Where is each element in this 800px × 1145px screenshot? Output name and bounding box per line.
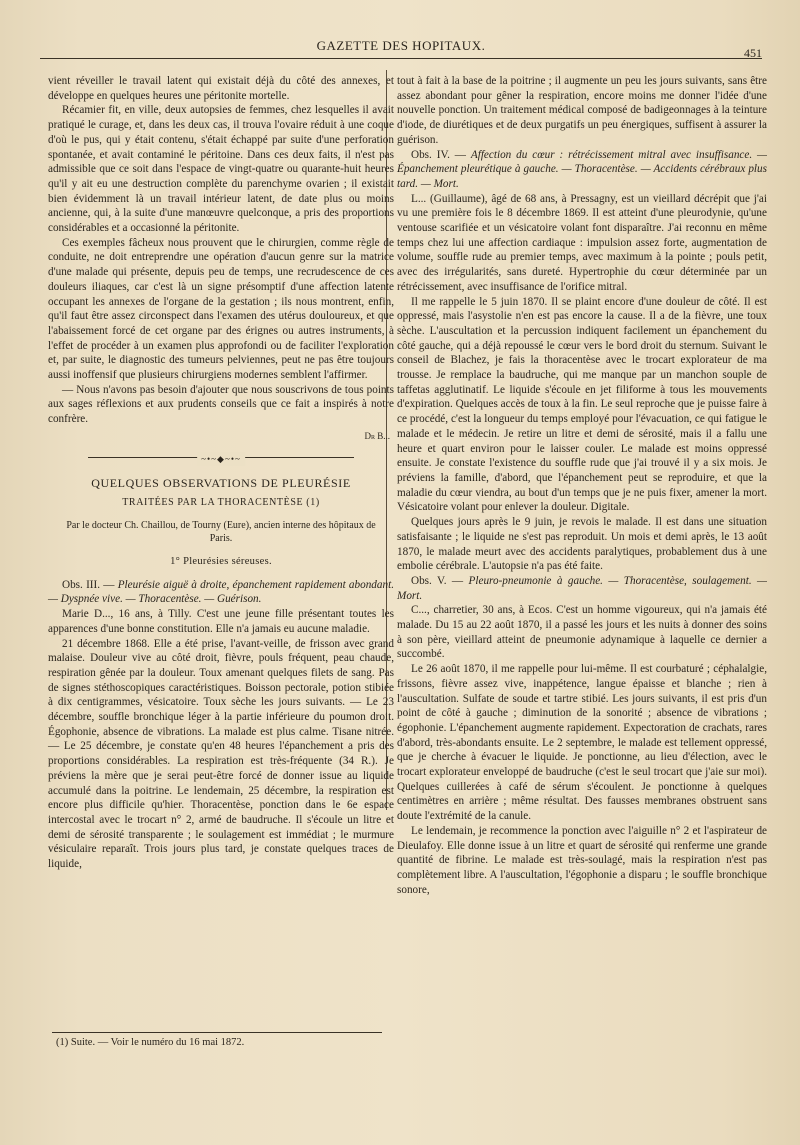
section-heading: 1° Pleurésies séreuses.	[170, 555, 272, 567]
paragraph: — Nous n'avons pas besoin d'ajouter que nous souscrivons de tous points aux sages réflexions et aux prudents conseils que ce fait a inspirés à notre confrère.	[48, 383, 394, 426]
observation-description: Affection du cœur : rétrécissement mitral avec insuffisance. — Épanchement pleurétique à gauche. — Thoracentèse. — Accidents cérébraux plus tard. — Mort.	[397, 148, 768, 190]
paragraph: Ces exemples fâcheux nous prouvent que le chirurgien, comme règle de conduite, ne doit entreprendre une opération d'aucun genre sur la matrice d'une malade qui présente, depuis peu de temps, une recrudescence de ces douleurs iliaques, car c'est là un signe présomptif d'une affection latente occupant les annexes de l'organe de la gestation ; ils nous montrent, enfin, qu'il faut être assez circonspect dans l'examen des utérus douloureux, et que l'abaissement forcé de cet organe par des érignes ou autres instruments, à l'effet de procéder à un examen plus approfondi ou de faciliter l'exploration et, par suite, le diagnostic des tumeurs pelviennes, peut ne pas être toujours aussi inoffensif que plusieurs chirurgiens modernes semblent l'affirmer.	[48, 236, 394, 382]
footnote: (1) Suite. — Voir le numéro du 16 mai 1872.	[56, 1037, 245, 1048]
ornament-glyph: ~•~◆~•~	[197, 452, 245, 467]
paragraph: Marie D..., 16 ans, à Tilly. C'est une jeune fille présentant toutes les apparences d'une bonne constitution. Elle n'a jamais eu aucune maladie.	[48, 608, 394, 635]
paragraph: Quelques jours après le 9 juin, je revois le malade. Il est dans une situation satisfaisante ; le liquide ne s'est pas reproduit. Un mois et demi après, le 13 août 1870, le malade meurt avec des accidents paralytiques, probablement dus à une embolie cérébrale. L'autopsie n'a pas été faite.	[397, 516, 767, 573]
observation-description: Pleuro-pneumonie à gauche. — Thoracentèse, soulagement. — Mort.	[397, 574, 767, 602]
page-margin	[0, 1060, 800, 1145]
observation-title	[48, 578, 394, 607]
paragraph: Le lendemain, je recommence la ponction avec l'aiguille n° 2 et l'aspirateur de Dieulafoy. Elle donne issue à un litre et quart de sérosité qui renferme une grande quantité de fibrine. Le malade est très-soulagé, mais la respiration n'est pas complètement libre. A l'auscultation, l'égophonie a disparu ; le souffle bronchique sonore,	[397, 824, 767, 896]
journal-title: GAZETTE DES HOPITAUX.	[316, 38, 486, 53]
paragraph: C..., charretier, 30 ans, à Ecos. C'est un homme vigoureux, qui n'a jamais été malade. Du 15 au 22 août 1870, il a passé les jours et les nuits à donner des soins à son père, vieillard atteint de pneumonie adynamique à laquelle ce dernier a succombé.	[397, 604, 767, 661]
section-ornament	[88, 454, 354, 462]
running-header	[40, 36, 762, 59]
observation-label: Obs. V. —	[411, 574, 464, 587]
paragraph: Il me rappelle le 5 juin 1870. Il se plaint encore d'une douleur de côté. Il est oppressé, mais l'asystolie n'en est pas encore la cause. Il a de la fièvre, une toux sèche. L'auscultation et la percussion indiquent facilement un épanchement du côté gauche, qui a déjà repoussé le cœur vers le bord droit du sternum. Suivant le conseil de Blachez, je fais la thoracentèse avec le trocart explorateur de ma trousse. Je remplace la baudruche, qui me manque par un manchon souple de taffetas agglutinatif. Le liquide s'écoule en jet filiforme à tous les mouvements d'expiration. Quelques accès de toux à la fin. Le seul reproche que je puisse faire à ce procédé, c'est la longueur du temps employé pour l'évacuation, ce qui fatigue le malade et le médecin. Je retire un litre et demi de sérosité, mais il a fallu une heure et quart environ pour le laisser couler. Le malade est moins oppressé ensuite. Je constate l'existence du souffle rude que j'ai trouvé il y a six mois. Je préviens la famille, d'abord, que l'épanchement peut se reproduire, et que la maladie du cœur viendra, au bout d'un temps que je ne puis fixer, amener la mort. Vésicatoire volant pour enlever la douleur. Digitale.	[397, 295, 767, 514]
observation-description: Pleurésie aiguë à droite, épanchement rapidement abondant. — Dyspnée vive. — Thoracentèse. — Guérison.	[48, 578, 394, 606]
paragraph: tout à fait à la base de la poitrine ; il augmente un peu les jours suivants, sans être assez abondant pour gêner la respiration, encore moins me donner l'idée d'une nouvelle ponction. Un traitement médical composé de badigeonnages à la teinture d'iode, de diurétiques et de deux purgatifs un peu énergiques, suffisent à assurer la guérison.	[397, 75, 767, 146]
paragraph: L... (Guillaume), âgé de 68 ans, à Pressagny, est un vieillard décrépit que j'ai vu une première fois le 8 décembre 1869. Il est atteint d'une pleurodynie, qu'une ventouse scarifiée et un vésicatoire volant font disparaître. J'ai reconnu en même temps chez lui une affection cardiaque : impulsion assez forte, augmentation de volume, souffle rude au premier temps, avec maximum à la pointe ; pouls petit, avec des irrégularités, sans dureté. Hypertrophie du cœur déterminée par un rétrécissement, avec insuffisance de l'orifice mitral.	[397, 192, 767, 293]
paragraph: vient réveiller le travail latent qui existait déjà du côté des annexes, et développe en quelques heures une péritonite mortelle.	[48, 75, 394, 102]
paragraph: Récamier fit, en ville, deux autopsies de femmes, chez lesquelles il avait pratiqué le curage, et, dans les deux cas, il trouva l'ovaire réduit à une coque d'où le pus, qui y était contenu, s'était échappé par suite d'une perforation spontanée, et avait contaminé le péritoine. Dans ces deux faits, il n'est pas admissible que ce soit dans l'espace de vingt-quatre ou quarante-huit heures qu'il y ait eu une destruction complète du parenchyme ovarien ; il existait bien évidemment là un travail intérieur latent, de date plus ou moins ancienne, qui, à la suite d'une manœuvre quelconque, a pris des proportions considérables et a occasionné la péritonite.	[48, 104, 394, 235]
article-title: QUELQUES OBSERVATIONS DE PLEURÉSIE	[91, 475, 351, 490]
observation-label: Obs. III. —	[62, 578, 115, 591]
observation-title	[397, 574, 767, 603]
observation-label: Obs. IV. —	[411, 148, 466, 161]
page-number: 451	[744, 46, 762, 60]
observation-title	[397, 148, 767, 192]
signature: Dr B...	[364, 430, 390, 441]
article-subtitle: TRAITÉES PAR LA THORACENTÈSE (1)	[122, 497, 320, 509]
right-column	[397, 74, 767, 897]
footnote-rule	[52, 1032, 382, 1033]
left-column	[48, 74, 394, 872]
paragraph: Le 26 août 1870, il me rappelle pour lui-même. Il est courbaturé ; céphalalgie, frissons, fièvre assez vive, inappétence, langue épaisse et blanche ; rien à l'auscultation. Sulfate de soude et tartre stibié. Les jours suivants, il est pris d'un point de côté à gauche ; diminution de la sonorité ; absence de vibrations ; égophonie. L'épanchement augmente rapidement. Expectoration de crachats, rares d'abord, très-abondants ensuite. Le 2 septembre, le malade est tellement oppressé, que je cherche à évacuer le liquide. Je ponctionne, au lieu d'élection, avec le trocart explorateur enveloppé de baudruche (c'est le seul trocart que j'aie sur moi). Quelques cuillerées à café de sérum s'écoulent. Je ponctionne à quelques centimètres en arrière ; même résultat. Des fausses membranes obstruent sans doute l'extrémité de la canule.	[397, 663, 767, 823]
author-line: Par le docteur Ch. Chaillou, de Tourny (Eure), ancien interne des hôpitaux de Paris.	[66, 519, 376, 544]
paragraph: 21 décembre 1868. Elle a été prise, l'avant-veille, de frisson avec grand malaise. Douleur vive au côté droit, fièvre, pouls fréquent, peau chaude, respiration gênée par la douleur. Toux amenant quelques filets de sang. Pas de signes stéthoscopiques caractéristiques. Boisson pectorale, potion stibiée à dix centigrammes, vésicatoire. Toux sèche les jours suivants. — Le 23 décembre, souffle bronchique léger à la partie inférieure du poumon droit. Égophonie, absence de vibrations. La malade est plus calme. Tisane nitrée. — Le 25 décembre, je constate qu'en 48 heures l'épanchement a pris des proportions considérables. La respiration est très-fréquente (34 R.). Je préviens la mère que je serai peut-être forcé de donner issue au liquide accumulé dans la poitrine. Le lendemain, 25 décembre, la respiration est encore plus difficile qu'hier. Thoracentèse, ponction dans le 6e espace intercostal avec le trocart n° 2, armé de baudruche. Il s'écoule un litre et demi de sérosité transparente ; le soulagement est immédiat ; le murmure vésiculaire reparaît. Trois jours plus tard, je constate quelques traces de liquide,	[48, 637, 394, 871]
